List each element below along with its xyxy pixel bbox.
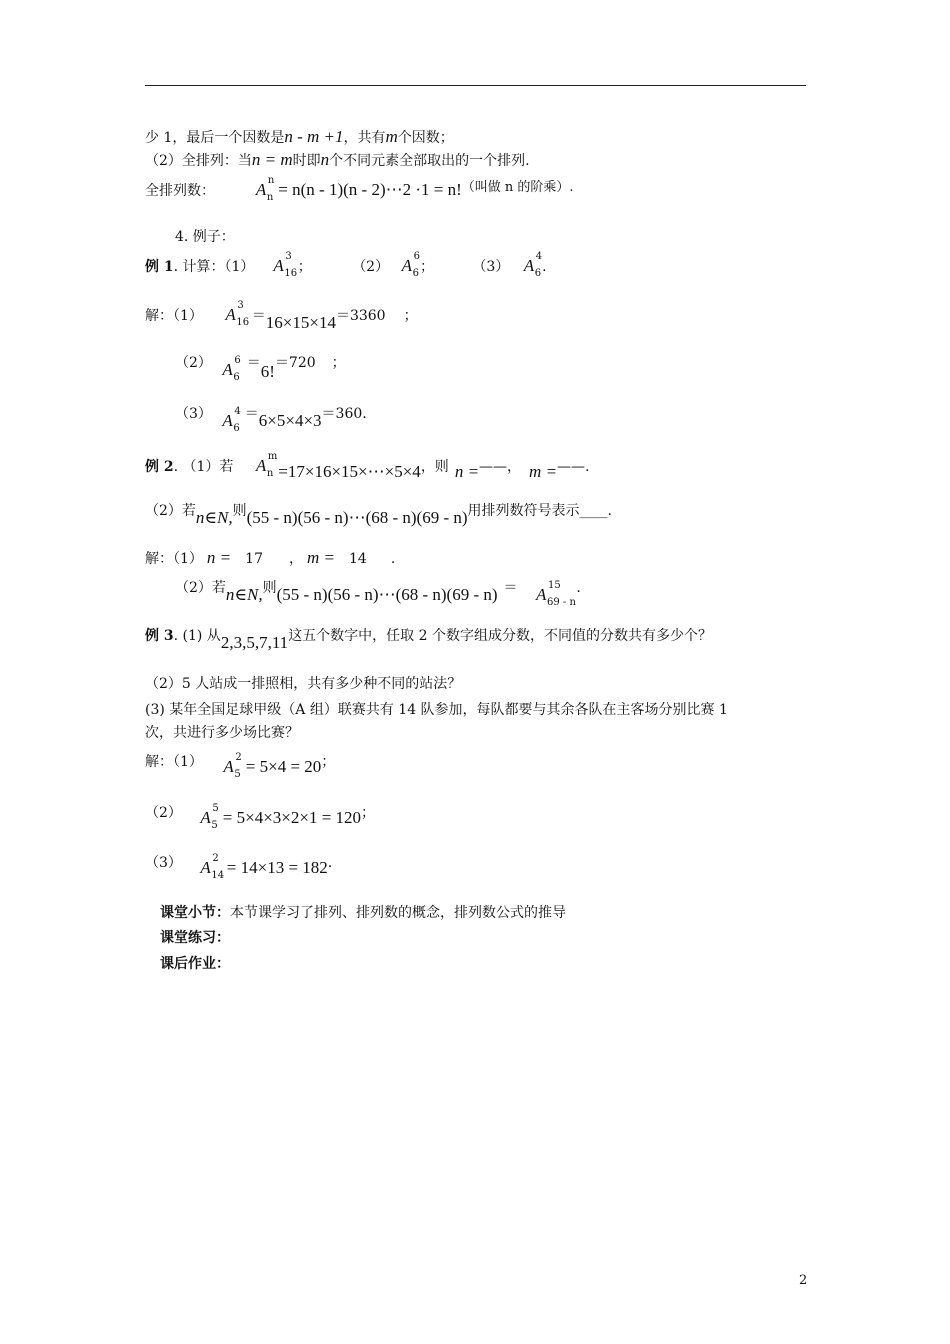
text: . (1) 从 [173, 628, 221, 644]
text: （2） [175, 355, 212, 371]
math-var: n [320, 150, 330, 169]
text: （2） [145, 805, 182, 821]
math-expr: (55 - n)(56 - n)⋯(68 - n)(69 - n) [246, 508, 468, 527]
summary-label: 课堂小节： [160, 905, 230, 921]
perm-symbol: A 3 16 [225, 300, 250, 328]
example-2-2 [145, 503, 612, 528]
text: ； [419, 259, 434, 275]
homework-label: 课后作业： [160, 956, 230, 972]
example-3-1 [145, 628, 712, 653]
text: . [327, 855, 333, 871]
blank: —— [557, 459, 586, 475]
text: 少 1，最后一个因数是 [145, 130, 285, 146]
text: . [390, 551, 396, 567]
example-label: 例 2 [145, 459, 174, 475]
math-expr: (55 - n)(56 - n)⋯(68 - n)(69 - n) [276, 585, 498, 604]
text: ， [288, 551, 303, 567]
math-expr: = 5×4×3×2×1 = 120 [222, 808, 362, 827]
solution-3-2 [145, 803, 376, 831]
text: 次，共进行多少场比赛？ [145, 725, 299, 741]
math-var: m = [306, 548, 335, 567]
text: ＝ [244, 406, 259, 422]
text: （2）5 人站成一排照相，共有多少种不同的站法？ [145, 676, 462, 692]
text: ＝ [503, 580, 518, 596]
text: 这五个数字中，任取 2 个数字组成分数，不同值的分数共有多少个？ [288, 628, 712, 644]
text: 解：（1） [145, 551, 203, 567]
text: ＝720 [274, 355, 316, 371]
answer-n: 17 [245, 551, 263, 567]
text: （2）全排列：当 [145, 153, 252, 169]
text: ＝360. [321, 406, 367, 422]
summary-text: 本节课学习了排列、排列数的概念，排列数公式的推导 [230, 905, 566, 921]
math-expr: n∈N, [225, 585, 263, 604]
text: ； [361, 805, 376, 821]
math-expr: n = m [251, 150, 293, 169]
text: . [576, 580, 581, 596]
text: ； [403, 308, 418, 324]
text: ； [331, 355, 346, 371]
example-3-2 [145, 676, 461, 693]
text: （3） [175, 406, 212, 422]
text: . 计算：（1） [173, 259, 255, 275]
example-3-3b [145, 725, 299, 742]
perm-symbol: A m n [255, 451, 278, 479]
text: （3） [472, 259, 510, 275]
text: （2）若 [145, 503, 196, 519]
example-2-1 [145, 451, 590, 482]
math-expr: n∈N, [195, 508, 233, 527]
perm-symbol: A 4 6 [523, 251, 543, 279]
math-expr: = 14×13 = 182 [226, 858, 328, 877]
text-line-4 [175, 229, 235, 246]
example-3-3a [145, 702, 728, 719]
text: 则 [232, 503, 247, 519]
text: （3） [145, 855, 182, 871]
math-var: m [385, 127, 398, 146]
perm-symbol: A 5 5 [200, 803, 219, 831]
perm-symbol: A 2 5 [223, 752, 242, 780]
answer-m: 14 [348, 551, 367, 567]
text: 个因数； [397, 130, 454, 146]
math-expr: =17×16×15×⋯×5×4 [278, 462, 421, 481]
blank: —— [479, 459, 508, 475]
text: . [585, 459, 590, 475]
perm-symbol: A 15 69 - n [536, 580, 576, 608]
math-var: m = [529, 462, 558, 481]
header-rule [145, 85, 806, 86]
example-1 [145, 251, 547, 279]
text: （2） [352, 259, 390, 275]
text: 用排列数符号表示____. [467, 503, 612, 519]
practice-line [160, 930, 230, 947]
solution-2-2 [175, 580, 581, 608]
text: （叫做 n 的阶乘）. [461, 180, 574, 195]
solution-2-1 [145, 548, 395, 568]
text: (3) 某年全国足球甲级（A 组）联赛共有 14 队参加，每队都要与其余各队在主客场分别比赛 1 [145, 702, 728, 718]
solution-3-3 [145, 853, 333, 881]
text: ，则 [420, 459, 449, 475]
text: ； [321, 754, 336, 770]
perm-symbol: A 2 14 [200, 853, 225, 881]
solution-1-3 [175, 406, 367, 434]
text: 4. 例子： [175, 229, 235, 245]
summary-line [160, 905, 566, 922]
page-number: 2 [799, 1273, 808, 1288]
text: . [542, 259, 547, 275]
text: 个不同元素全部取出的一个排列. [329, 153, 530, 169]
solution-3-1 [145, 752, 336, 780]
solution-1-2 [175, 355, 346, 382]
text: 全排列数： [145, 183, 215, 199]
perm-symbol: A 6 6 [222, 355, 241, 383]
solution-1-1 [145, 300, 418, 333]
perm-symbol: A 6 6 [401, 251, 420, 279]
math-expr: = n(n - 1)(n - 2)⋯2 ·1 = n! [278, 180, 462, 199]
perm-symbol: A 4 6 [222, 406, 241, 434]
practice-label: 课堂练习： [160, 930, 230, 946]
text: . （1）若 [173, 459, 234, 475]
math-var: n = [206, 548, 232, 567]
example-label: 例 1 [145, 259, 174, 275]
math-expr: 2,3,5,7,11 [220, 633, 289, 652]
text: （2）若 [175, 580, 226, 596]
text: ，共有 [343, 130, 386, 146]
perm-symbol: A 3 16 [273, 251, 298, 279]
text-line-1 [145, 127, 454, 147]
homework-line [160, 956, 230, 973]
text-line-2 [145, 150, 530, 170]
text: ； [297, 259, 312, 275]
text: 解：（1） [145, 308, 203, 324]
math-expr: = 5×4 = 20 [245, 757, 322, 776]
text: ＝ [251, 308, 266, 324]
text: ＝ [246, 355, 261, 371]
example-label: 例 3 [145, 628, 174, 644]
text: 解：（1） [145, 754, 203, 770]
text: ， [507, 459, 522, 475]
text: 则 [262, 580, 277, 596]
math-expr: 16×15×14 [265, 313, 336, 332]
math-expr: n - m +1 [284, 127, 344, 146]
text: ＝3360 [335, 308, 386, 324]
math-expr: 6! [260, 362, 275, 381]
math-var: n = [454, 462, 480, 481]
text-line-3 [145, 175, 574, 203]
text: 时即 [292, 153, 321, 169]
math-expr: 6×5×4×3 [258, 411, 322, 430]
perm-symbol: A n n [255, 175, 275, 203]
